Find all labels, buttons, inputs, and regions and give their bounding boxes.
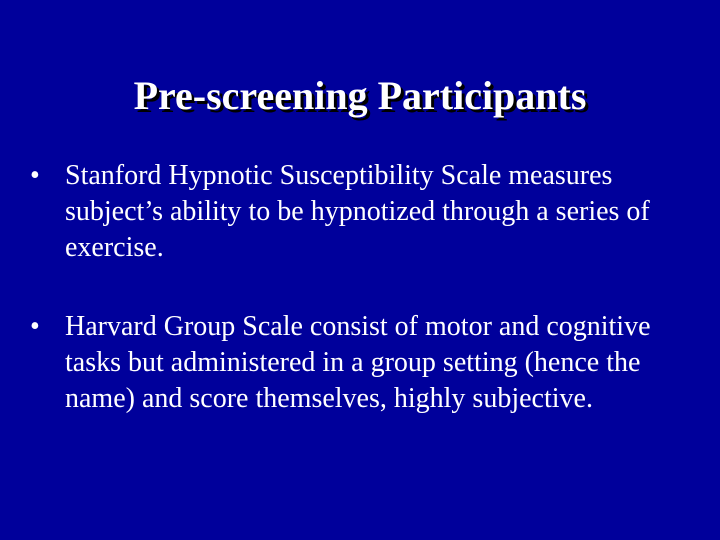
bullet-line: Stanford Hypnotic Susceptibility Scale measures — [65, 160, 613, 191]
bullet-marker: • — [30, 311, 40, 342]
bullet-text — [65, 158, 675, 266]
bullet-text — [65, 309, 675, 417]
bullet-line: tasks but administered in a group setting (hence the — [65, 347, 641, 378]
slide-title: Pre-screening Participants — [133, 73, 587, 118]
bullet-line: exercise. — [65, 232, 164, 263]
bullet-line: name) and score themselves, highly subjective. — [65, 383, 593, 414]
bullet-marker: • — [30, 160, 40, 191]
bullet-line: Harvard Group Scale consist of motor and cognitive — [65, 311, 651, 342]
bullet-line: subject’s ability to be hypnotized through a series of — [65, 196, 650, 227]
